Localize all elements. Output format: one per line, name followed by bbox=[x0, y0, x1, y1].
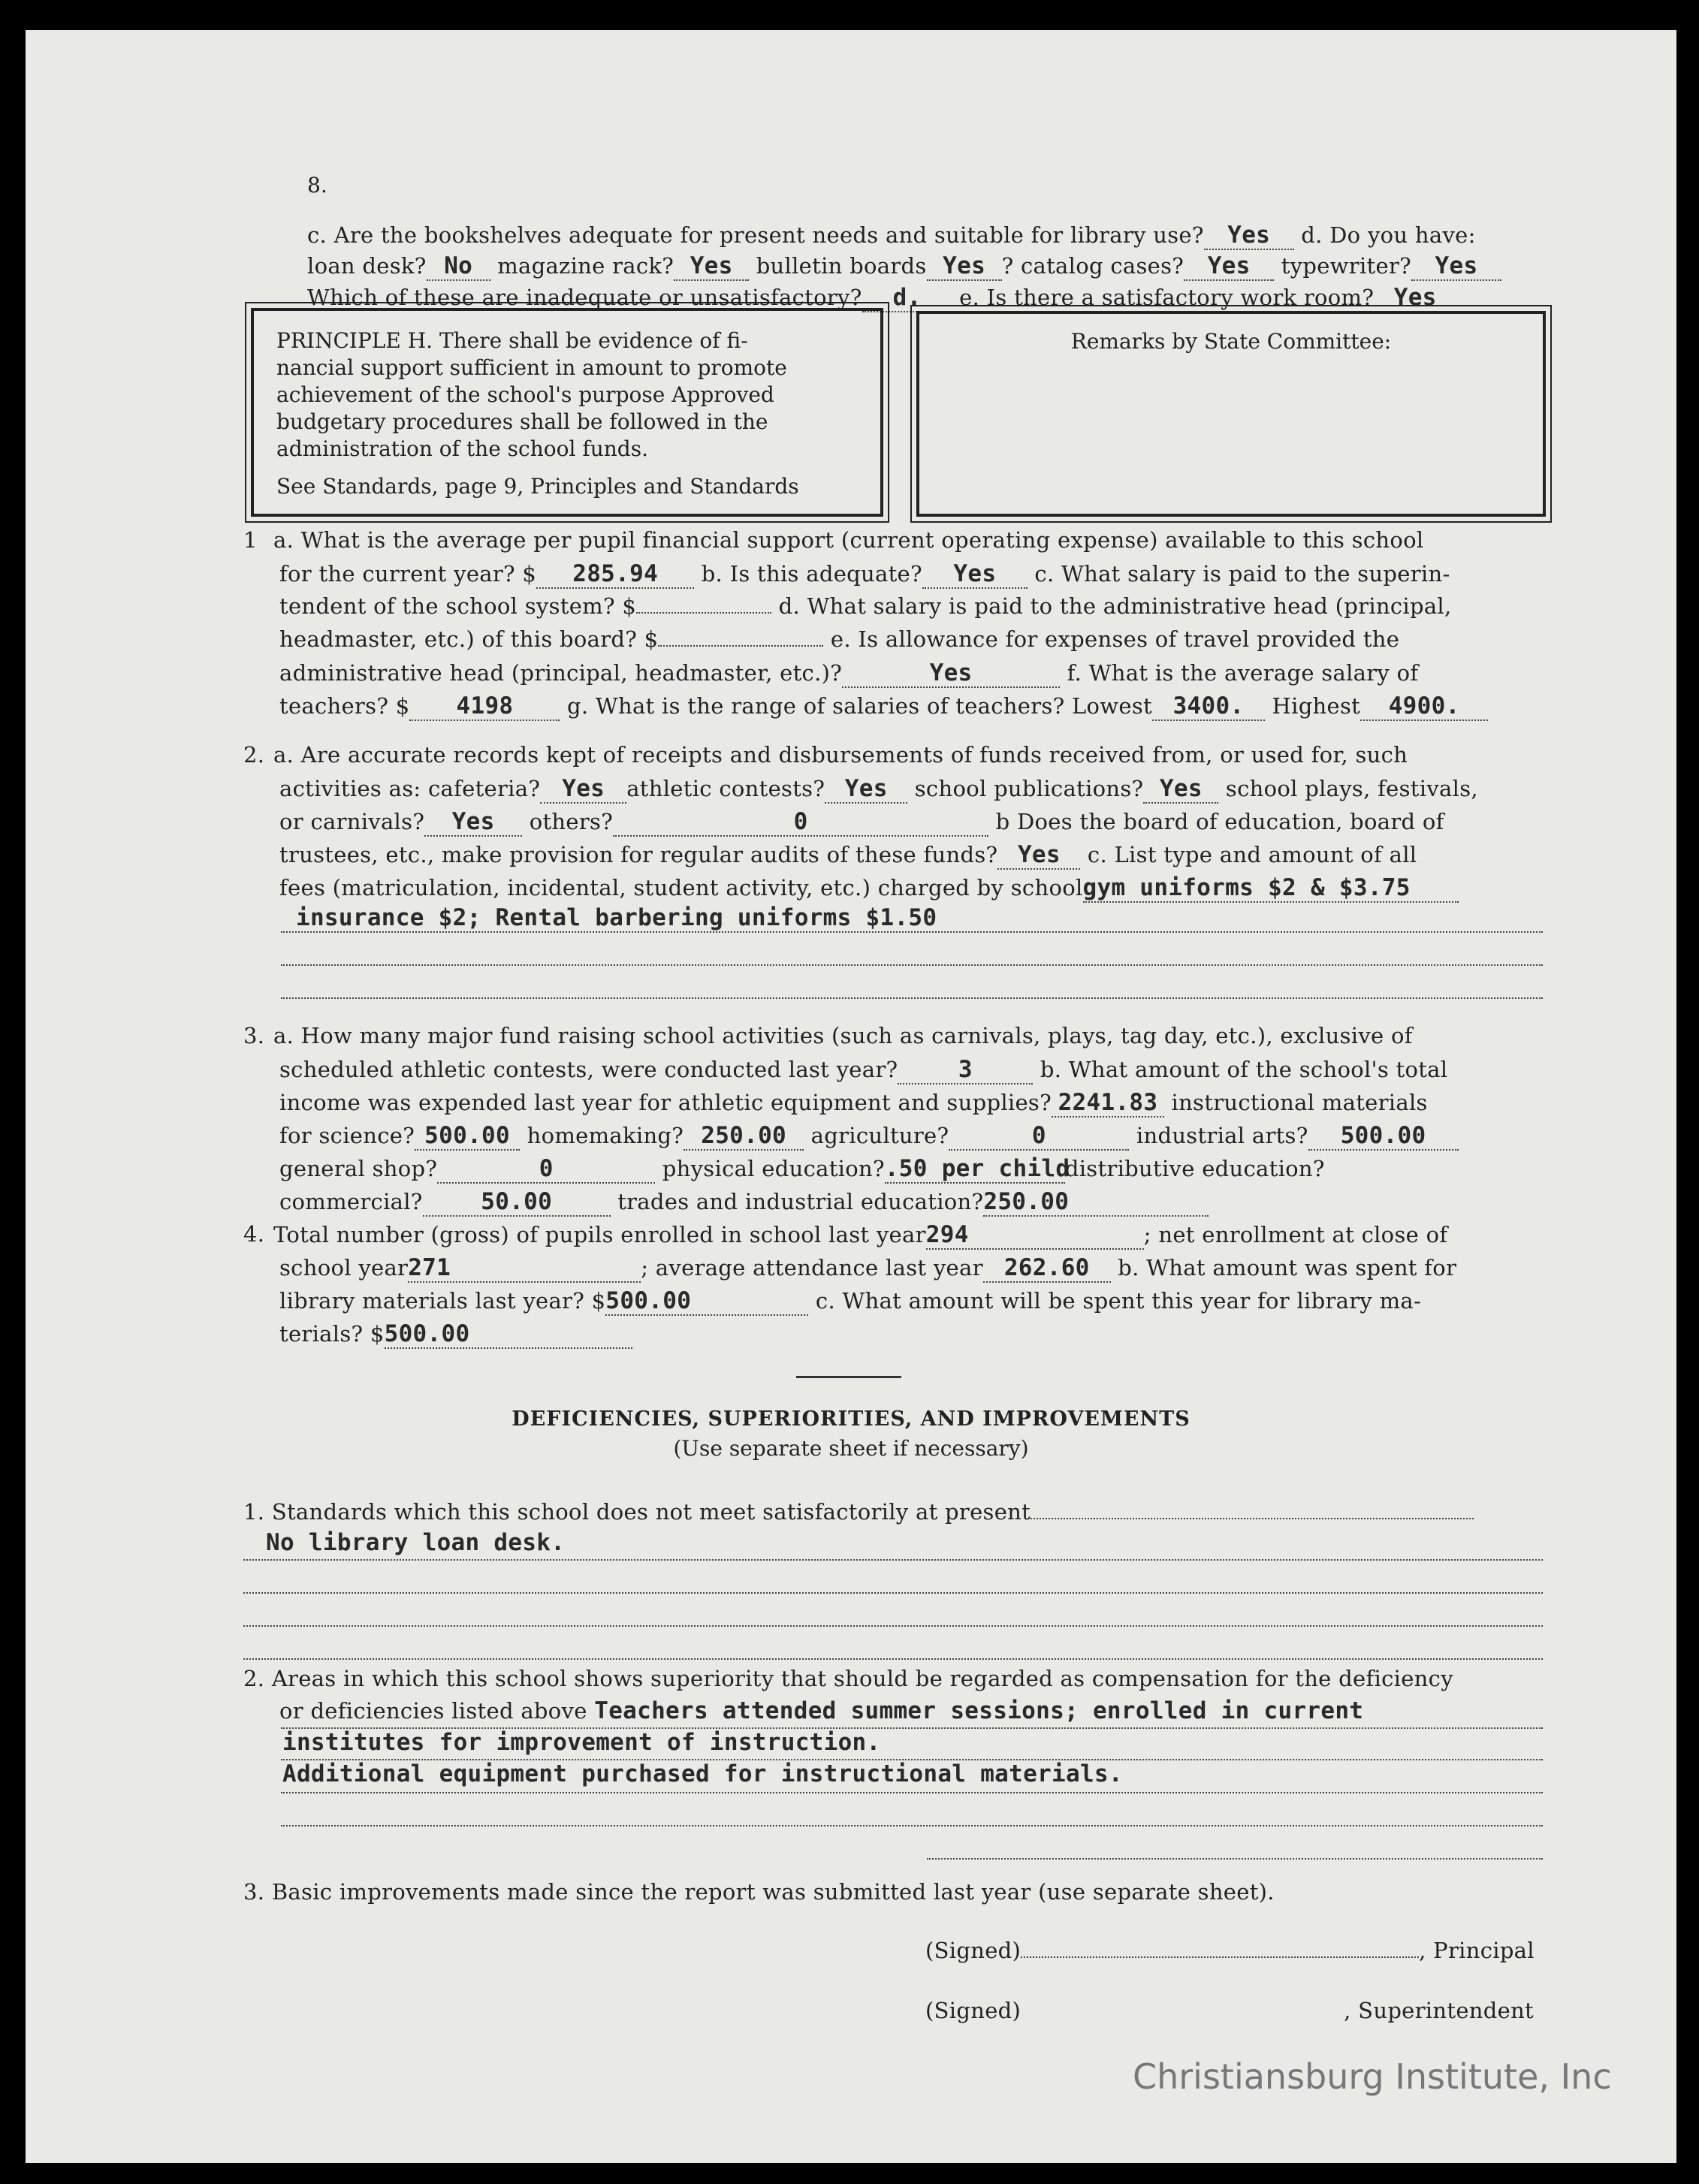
answer-typewriter: Yes bbox=[1411, 252, 1501, 281]
watermark: Christiansburg Institute, Inc bbox=[1133, 2056, 1612, 2097]
answer-lowest-salary: 3400. bbox=[1152, 692, 1265, 721]
section-title: DEFICIENCIES, SUPERIORITIES, AND IMPROVEMENTS bbox=[512, 1407, 1191, 1431]
d2-line-2: or deficiencies listed above Teachers attended summer sessions; enrolled in current bbox=[279, 1697, 1364, 1724]
d1-rule-2 bbox=[243, 1592, 1543, 1594]
blank-admin-salary bbox=[658, 645, 823, 647]
answer-net-enrollment: 271 bbox=[408, 1254, 641, 1283]
d3-line: 3. Basic improvements made since the report was submitted last year (use separate sheet). bbox=[243, 1879, 1275, 1905]
d1-rule-1 bbox=[243, 1559, 1543, 1561]
answer-physical-education: .50 per child bbox=[884, 1155, 1070, 1182]
q2-line-1: a. Are accurate records kept of receipts and disbursements of funds received from, or used for, such bbox=[273, 742, 1408, 768]
top-line-1: c. Are the bookshelves adequate for present needs and suitable for library use? Yes d. Do you have: bbox=[307, 222, 1476, 249]
section-subtitle: (Use separate sheet if necessary) bbox=[673, 1436, 1029, 1461]
answer-magazine-rack: Yes bbox=[674, 252, 749, 281]
remarks-box bbox=[916, 311, 1546, 517]
q3-line-3: income was expended last year for athletic equipment and supplies? 2241.83 instructional materials bbox=[279, 1089, 1428, 1116]
answer-commercial: 50.00 bbox=[423, 1188, 611, 1217]
q4-line-3: library materials last year? $500.00 c. What amount will be spent this year for library ma- bbox=[279, 1287, 1422, 1314]
q3-line-4: for science? 500.00 homemaking? 250.00 agriculture? 0 industrial arts? 500.00 bbox=[279, 1122, 1459, 1151]
answer-per-pupil-support: 285.94 bbox=[536, 560, 694, 589]
answer-cafeteria: Yes bbox=[540, 775, 626, 804]
q3-number: 3. bbox=[243, 1023, 265, 1048]
answer-gross-enrollment: 294 bbox=[926, 1221, 1144, 1250]
answer-average-attendance: 262.60 bbox=[983, 1254, 1111, 1283]
answer-loan-desk: No bbox=[427, 252, 490, 281]
answer-fund-raising-count: 3 bbox=[898, 1056, 1033, 1084]
answer-athletic-supplies: 2241.83 bbox=[1052, 1089, 1164, 1118]
answer-others: 0 bbox=[613, 808, 988, 837]
q1-line-4: headmaster, etc.) of this board? $ e. Is allowance for expenses of travel provided the bbox=[279, 626, 1400, 652]
q2-line-2: activities as: cafeteria? Yes athletic contests? Yes school publications? Yes school plays, festivals, bbox=[279, 775, 1478, 802]
q1-line-6: teachers? $ 4198 g. What is the range of salaries of teachers? Lowest 3400. Highest 4900. bbox=[279, 692, 1488, 721]
answer-library-this-year: 500.00 bbox=[385, 1320, 632, 1349]
q2-line-5: fees (matriculation, incidental, student activity, etc.) charged by schoolgym uniforms $2 & $3.75 bbox=[279, 874, 1459, 903]
fees-rule-3 bbox=[281, 997, 1543, 999]
d2-rule-5 bbox=[927, 1858, 1543, 1860]
answer-science: 500.00 bbox=[415, 1122, 520, 1151]
d2-rule-2 bbox=[281, 1759, 1543, 1760]
d2-rule-1 bbox=[281, 1727, 1543, 1729]
q1-line-1: a. What is the average per pupil financial support (current operating expense) available to this school bbox=[273, 527, 1424, 553]
answer-carnivals: Yes bbox=[424, 808, 522, 837]
answer-audits: Yes bbox=[997, 841, 1080, 870]
q1-number: 1 bbox=[243, 527, 258, 553]
answer-general-shop: 0 bbox=[437, 1155, 655, 1184]
fees-rule-2 bbox=[281, 964, 1543, 966]
answer-fees-2: insurance $2; Rental barbering uniforms $1.50 bbox=[296, 904, 937, 931]
answer-bookshelves: Yes bbox=[1204, 222, 1294, 250]
q1-line-2: for the current year? $ 285.94 b. Is this adequate? Yes c. What salary is paid to the superin- bbox=[279, 560, 1450, 587]
answer-industrial-arts: 500.00 bbox=[1308, 1122, 1459, 1151]
answer-superiority-2: institutes for improvement of instruction. bbox=[282, 1729, 881, 1756]
answer-travel-allowance: Yes bbox=[842, 659, 1060, 688]
remarks-title: Remarks by State Committee: bbox=[1070, 329, 1392, 354]
answer-deficiencies: No library loan desk. bbox=[266, 1529, 566, 1556]
section-divider bbox=[796, 1376, 901, 1378]
q3-line-6: commercial? 50.00 trades and industrial education?250.00 bbox=[279, 1188, 1209, 1217]
blank-superintendent-salary bbox=[636, 612, 771, 614]
superintendent-signature-line: (Signed) , Superintendent bbox=[925, 1998, 1535, 2023]
page-number: 8. bbox=[307, 173, 327, 198]
d1-line: 1. Standards which this school does not meet satisfactorily at present bbox=[243, 1499, 1474, 1525]
q2-line-3: or carnivals? Yes others? 0 b Does the board of education, board of bbox=[279, 808, 1444, 835]
answer-work-room: Yes bbox=[1374, 284, 1456, 312]
q4-line-2: school year271 ; average attendance last year 262.60 b. What amount was spent for bbox=[279, 1254, 1457, 1281]
answer-library-last-year: 500.00 bbox=[605, 1287, 808, 1316]
answer-superiority-3: Additional equipment purchased for instructional materials. bbox=[282, 1760, 1123, 1787]
answer-catalog-cases: Yes bbox=[1184, 252, 1274, 281]
answer-trades: 250.00 bbox=[983, 1188, 1209, 1217]
q2-number: 2. bbox=[243, 742, 265, 768]
d2-rule-3 bbox=[281, 1792, 1543, 1793]
q4-line-1: Total number (gross) of pupils enrolled in school last year294 ; net enrollment at close of bbox=[273, 1221, 1448, 1248]
q3-line-2: scheduled athletic contests, were conducted last year? 3 b. What amount of the school's total bbox=[279, 1056, 1448, 1083]
answer-fees-1: gym uniforms $2 & $3.75 bbox=[1083, 874, 1459, 903]
d1-rule-4 bbox=[243, 1658, 1543, 1660]
answer-agriculture: 0 bbox=[949, 1122, 1129, 1151]
q3-line-1: a. How many major fund raising school activities (such as carnivals, plays, tag day, etc.), exclusive of bbox=[273, 1023, 1413, 1048]
d1-rule-3 bbox=[243, 1625, 1543, 1627]
answer-publications: Yes bbox=[1143, 775, 1218, 804]
answer-superiority-1: Teachers attended summer sessions; enrolled in current bbox=[594, 1697, 1364, 1724]
top-line-3: Which of these are inadequate or unsatisfactory? d. e. Is there a satisfactory work room? Yes bbox=[307, 284, 1456, 312]
principle-see-standards: See Standards, page 9, Principles and Standards bbox=[276, 474, 799, 499]
answer-athletic-contests: Yes bbox=[825, 775, 907, 804]
answer-average-salary: 4198 bbox=[409, 692, 560, 721]
q4-number: 4. bbox=[243, 1221, 265, 1247]
q1-line-5: administrative head (principal, headmaster, etc.)? Yes f. What is the average salary of bbox=[279, 659, 1419, 686]
document-page bbox=[26, 30, 1676, 2163]
answer-highest-salary: 4900. bbox=[1360, 692, 1488, 721]
q3-line-5: general shop? 0 physical education?.50 per childdistributive education? bbox=[279, 1155, 1325, 1182]
answer-adequate: Yes bbox=[922, 560, 1028, 589]
d2-rule-4 bbox=[281, 1825, 1543, 1827]
top-line-2: loan desk? No magazine rack? Yes bulletin boards Yes ? catalog cases? Yes typewriter? Yes bbox=[307, 252, 1501, 281]
principal-signature-line: (Signed) , Principal bbox=[925, 1938, 1535, 1963]
answer-inadequate: d. bbox=[862, 284, 952, 312]
answer-bulletin-boards: Yes bbox=[927, 252, 1002, 281]
q4-line-4: terials? $500.00 bbox=[279, 1320, 632, 1349]
q1-line-3: tendent of the school system? $ d. What salary is paid to the administrative head (principal, bbox=[279, 593, 1452, 619]
fees-rule-1 bbox=[281, 931, 1543, 933]
principle-h-box: PRINCIPLE H. There shall be evidence of fi- nancial support sufficient in amount to promote achievement of the school's purpose Approved budgetary procedures shall be followed in the administration of the school funds. See Standards, page 9, Principles and Standards bbox=[251, 308, 883, 517]
d2-line-1: 2. Areas in which this school shows superiority that should be regarded as compensation for the deficiency bbox=[243, 1666, 1453, 1691]
q2-line-4: trustees, etc., make provision for regular audits of these funds? Yes c. List type and amount of all bbox=[279, 841, 1417, 868]
answer-homemaking: 250.00 bbox=[684, 1122, 804, 1151]
